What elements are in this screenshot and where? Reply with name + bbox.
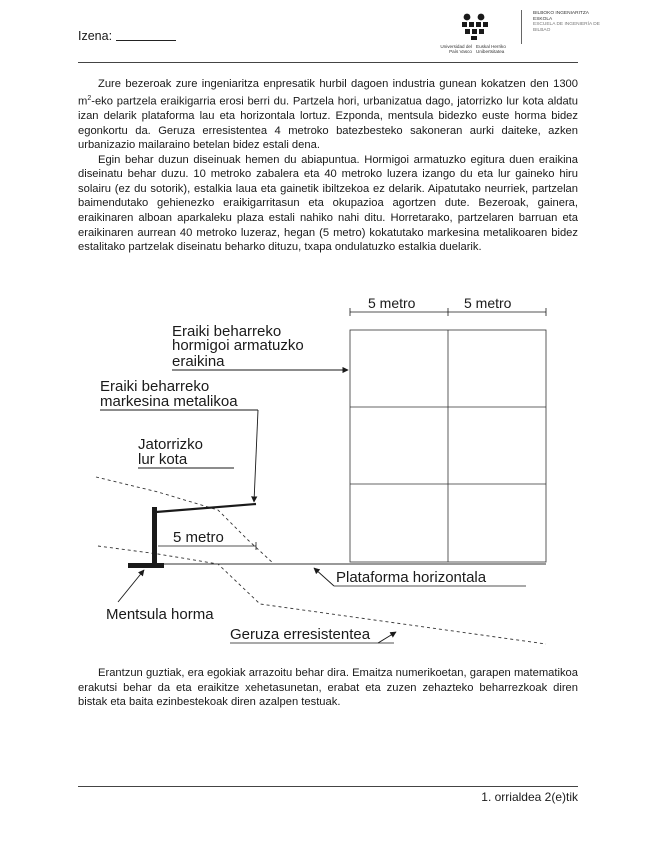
building-label-line-3: eraikina [172, 353, 225, 370]
closing-paragraph: Erantzun guztiak, era egokiak arrazoitu behar dira. Emaitza numerikoetan, garapen matematikoa erakutsi behar da eta eraikitze xehetasunetan, erabat eta zuzen zehazteko beharrezkoak diren bistak eta baita ezinbestekoak diren azalpen testuak. [78, 667, 578, 709]
ground-label-line-2: lur kota [138, 451, 188, 468]
building-label-line-1: Eraiki beharreko [172, 323, 282, 340]
problem-statement [78, 77, 578, 255]
university-name-eu: Euskal Herriko Unibertsitatea [476, 44, 506, 54]
page-number: 1. orrialdea 2(e)tik [481, 790, 578, 804]
top-dimension-left-label: 5 metro [368, 295, 416, 311]
site-section-figure [78, 292, 578, 652]
footer-rule [78, 786, 578, 787]
wall-label: Mentsula horma [106, 606, 214, 623]
stratum-leader-arrow [378, 632, 396, 643]
canopy-beam [156, 504, 256, 512]
canopy-label-line-2: markesina metalikoa [100, 393, 238, 410]
name-label: Izena: [78, 29, 113, 43]
school-name-es: ESCUELA DE INGENIERÍA DE BILBAO [533, 22, 600, 33]
name-field-line [116, 40, 176, 41]
paragraph-1: Zure bezeroak zure ingeniaritza enpresatik hurbil dagoen industria gunean kokatzen den 1300 $m^2$-eko partzela eraikigarria erosi berri du. Partzela hori, urbanizatua dago, jatorrizko lur kota aldatu izan delarik plataforma lau eta horizontala lortuz. Ezponda, mentsula bidezko euste horma bidez egonkortu da. Geruza erresistentea 4 metroko batezbesteko sakoneran aurki daiteke, azken urbanizazio mailaraino betelan bidez estali dena. [78, 78, 578, 152]
canopy-dimension-label: 5 metro [173, 529, 224, 546]
building-grid [350, 330, 546, 562]
platform-label: Plataforma horizontala [336, 569, 487, 586]
university-name-es: Universidad del País Vasco [440, 44, 472, 54]
header-rule [78, 62, 578, 63]
top-dimension-right-label: 5 metro [464, 295, 512, 311]
ground-label-line-1: Jatorrizko [138, 436, 204, 453]
instructions [78, 666, 578, 710]
logo-divider [521, 10, 522, 44]
canopy-leader-arrow [254, 410, 258, 502]
school-logo [533, 11, 603, 33]
building-label-line-2: hormigoi armatuzko [172, 337, 304, 354]
stratum-label: Geruza erresistentea [230, 626, 371, 643]
cantilever-wall [128, 507, 164, 568]
school-name-eu: BILBOKO INGENIARITZA ESKOLA [533, 11, 589, 22]
wall-leader-arrow [118, 570, 144, 602]
original-ground-line [96, 477, 274, 564]
paragraph-2: Egin behar duzun diseinuak hemen du abiapuntua. Hormigoi armatuzko egitura duen eraikina diseinatu behar duzu. 10 metroko zabalera eta 40 metroko luzera izango du eta lur gaineko hiru solairu (ez du sotorik), estalkia laua eta gainetik ibiltzekoa ez delarik. Aipatutako neurriek, partzelan baimendutako gehienezko eraikigarritasun eta okupazioa agortzen dute. Bezeroak, gainera, eraikinaren alboan aparkaleku plaza estali nahiko nahi ditu. Horretarako, partzelaren barruan eta eraikinaren aurrean 40 metroko luzeraz, hegan (5 metro) kokatutako markesina metalikoaren bidez estalitako partzelak diseinatu beharko dituzu, txapa ondulatuzko estalkia duelarik. [78, 153, 578, 254]
canopy-label-line-1: Eraiki beharreko [100, 378, 210, 395]
university-logo [436, 10, 512, 54]
university-emblem-icon [436, 10, 512, 46]
platform-leader-arrow [314, 568, 334, 586]
